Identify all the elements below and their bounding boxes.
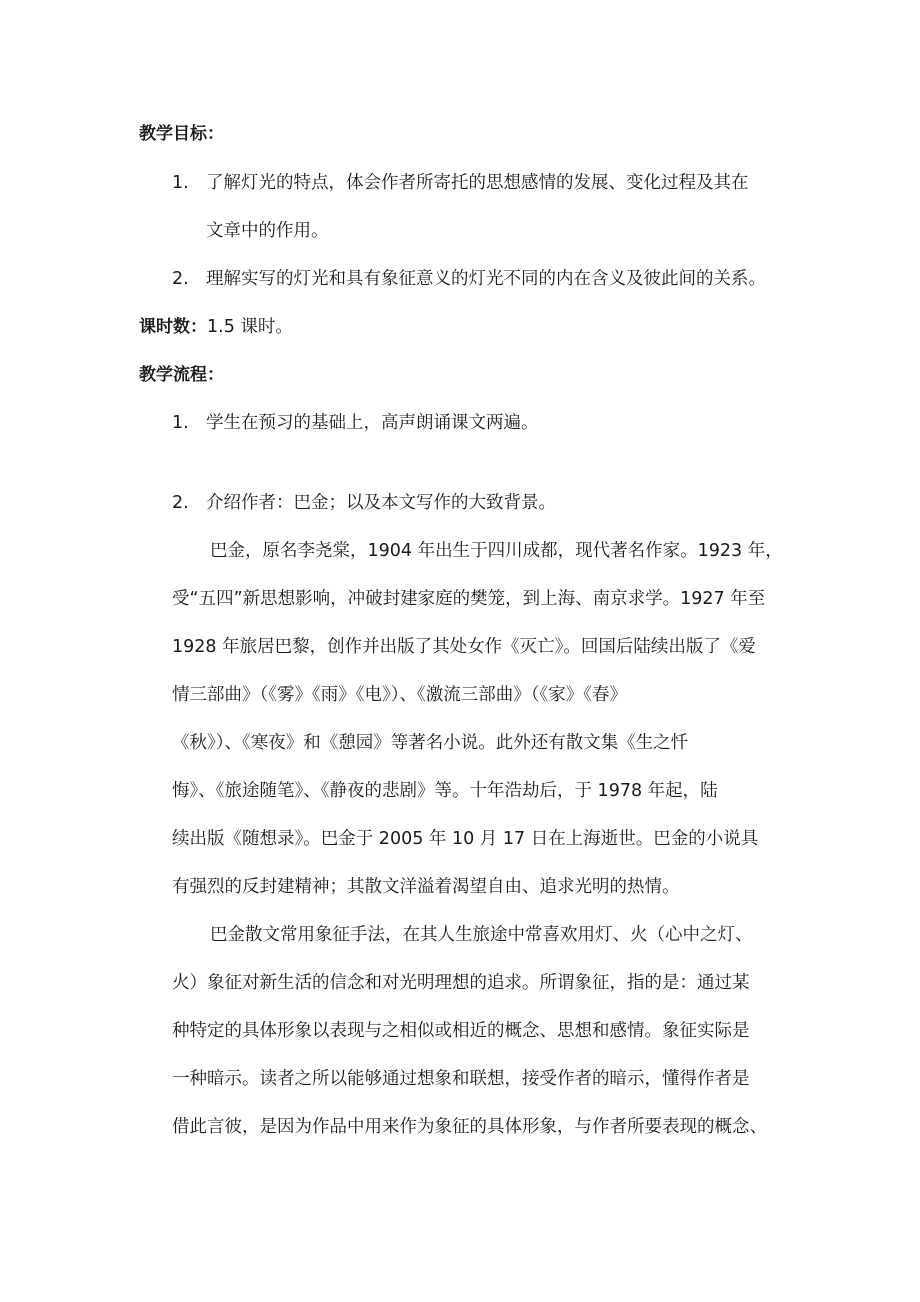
objective-item-2-text: 理解实写的灯光和具有象征意义的灯光不同的内在含义及彼此间的关系。 <box>206 269 766 289</box>
symbol-line: 火）象征对新生活的信念和对光明理想的追求。所谓象征，指的是：通过某 <box>172 973 750 993</box>
symbol-line: 种特定的具体形象以表现与之相似或相近的概念、思想和感情。象征实际是 <box>172 1021 750 1041</box>
objectives-heading: 教学目标： <box>139 124 224 144</box>
process-item-2-text: 介绍作者：巴金；以及本文写作的大致背景。 <box>206 493 556 513</box>
objective-item-1 <box>172 171 749 195</box>
process-item-2 <box>172 491 556 515</box>
bio-line: 有强烈的反封建精神；其散文洋溢着渴望自由、追求光明的热情。 <box>172 877 680 897</box>
process-item-1-number: 1. <box>172 413 189 433</box>
bio-line: 悔》、《旅途随笔》、《静夜的悲剧》等。十年浩劫后，于 1978 年起，陆 <box>172 781 718 801</box>
class-hours-value: 1.5 课时。 <box>207 317 293 337</box>
objective-item-2-number: 2. <box>172 269 189 289</box>
symbol-line: 借此言彼，是因为作品中用来作为象征的具体形象，与作者所要表现的概念、 <box>172 1117 767 1137</box>
objective-item-1-continuation: 文章中的作用。 <box>206 221 329 241</box>
objective-item-1-number: 1. <box>172 173 189 193</box>
symbol-line: 巴金散文常用象征手法，在其人生旅途中常喜欢用灯、火（心中之灯、 <box>210 925 753 945</box>
process-item-1 <box>172 411 539 435</box>
bio-line: 续出版《随想录》。巴金于 2005 年 10 月 17 日在上海逝世。巴金的小说具 <box>172 829 759 849</box>
class-hours <box>139 315 293 339</box>
bio-line: 情三部曲》（《雾》《雨》《电》）、《激流三部曲》（《家》《春》 <box>172 685 627 705</box>
process-heading: 教学流程： <box>139 365 224 385</box>
objective-item-1-text: 了解灯光的特点，体会作者所寄托的思想感情的发展、变化过程及其在 <box>206 173 749 193</box>
process-item-2-number: 2. <box>172 493 189 513</box>
bio-line: 《秋》）、《寒夜》和《憩园》等著名小说。此外还有散文集《生之忏 <box>172 733 689 753</box>
process-item-1-text: 学生在预习的基础上，高声朗诵课文两遍。 <box>206 413 539 433</box>
class-hours-label: 课时数： <box>139 317 207 337</box>
bio-line: 受“五四”新思想影响，冲破封建家庭的樊笼，到上海、南京求学。1927 年至 <box>172 589 766 609</box>
bio-line: 1928 年旅居巴黎，创作并出版了其处女作《灭亡》。回国后陆续出版了《爱 <box>172 637 756 657</box>
symbol-line: 一种暗示。读者之所以能够通过想象和联想，接受作者的暗示，懂得作者是 <box>172 1069 750 1089</box>
bio-line: 巴金，原名李尧棠，1904 年出生于四川成都，现代著名作家。1923 年， <box>210 541 783 561</box>
objective-item-2 <box>172 267 766 291</box>
